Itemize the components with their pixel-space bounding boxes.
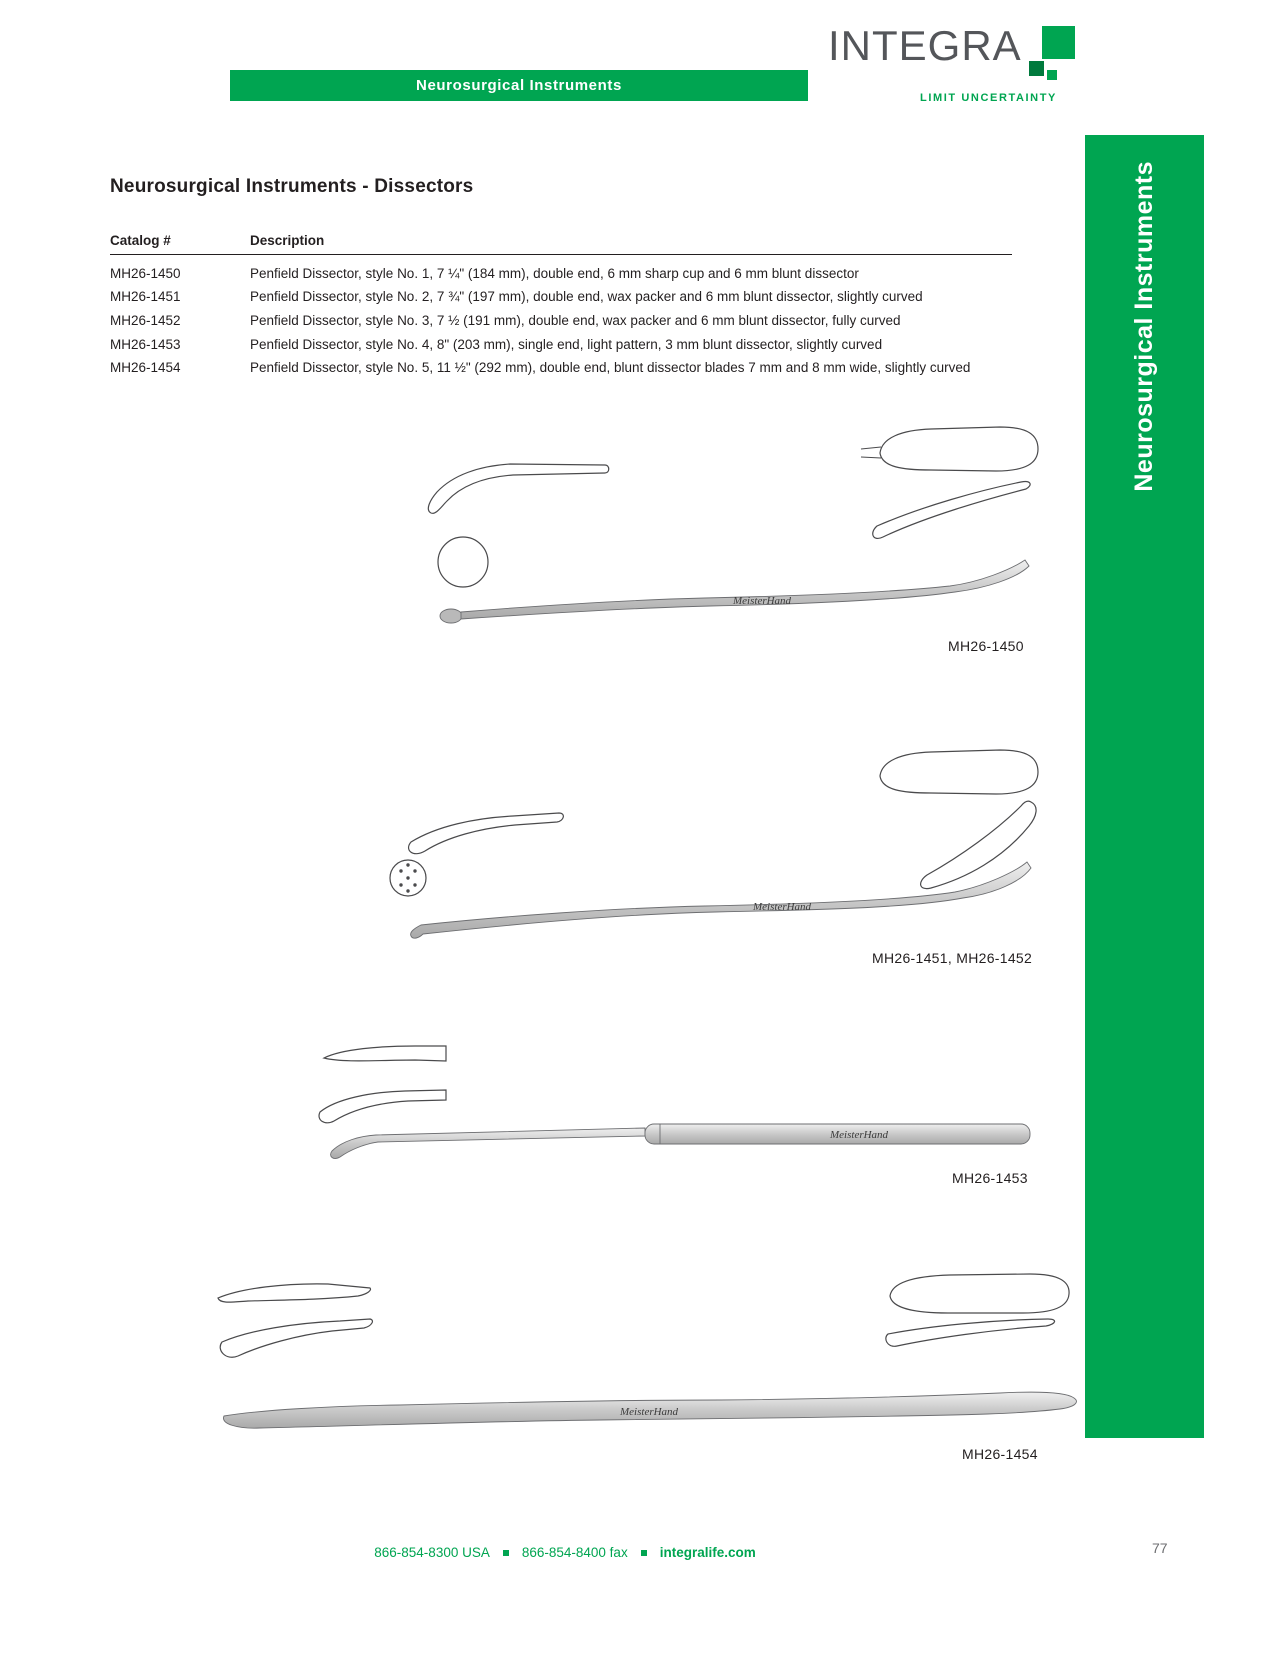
table-row (110, 281, 1012, 305)
footer-fax: 866-854-8400 fax (521, 1545, 628, 1560)
catalog-number: MH26-1450 (110, 265, 181, 281)
blade-side-view (873, 482, 1030, 539)
header-bar (230, 70, 808, 101)
instrument-illustration-1451 (375, 738, 1045, 948)
figure-label: MH26-1450 (948, 638, 1024, 654)
table-row (110, 352, 1012, 376)
product-description: Penfield Dissector, style No. 1, 7 ¼" (184 mm), double end, 6 mm sharp cup and 6 mm blunt dissector (250, 265, 859, 281)
product-table (110, 233, 1012, 375)
blade-plan-view (880, 427, 1038, 471)
brand-engraving: MeisterHand (620, 1406, 679, 1418)
description-column-header: Description (250, 233, 325, 248)
integra-logo (828, 22, 1078, 104)
footer (0, 1545, 1130, 1560)
figure-mh26-1451-1452 (375, 738, 1045, 948)
product-description: Penfield Dissector, style No. 5, 11 ½" (292 mm), double end, blunt dissector blades 7 mm and 8 mm wide, slightly curved (250, 360, 971, 376)
footer-website-link[interactable]: integralife.com (659, 1545, 756, 1560)
product-description: Penfield Dissector, style No. 2, 7 ¾" (197 mm), double end, wax packer and 6 mm blunt dissector, slightly curved (250, 289, 923, 305)
figure-mh26-1454 (200, 1268, 1090, 1448)
table-row (110, 304, 1012, 328)
header-title: Neurosurgical Instruments (416, 77, 622, 94)
instrument-shaft (331, 1128, 645, 1158)
product-description: Penfield Dissector, style No. 3, 7 ½ (191 mm), double end, wax packer and 6 mm blunt dissector, fully curved (250, 313, 901, 329)
catalog-number: MH26-1454 (110, 360, 181, 376)
instrument-illustration-1450 (375, 420, 1045, 635)
instrument-body (461, 560, 1029, 619)
logo-wordmark: INTEGRA (828, 22, 1022, 69)
catalog-number: MH26-1453 (110, 336, 181, 352)
table-row (110, 328, 1012, 352)
sidebar-section-label: Neurosurgical Instruments (1130, 161, 1158, 492)
blade-side-view-right (886, 1319, 1055, 1346)
catalog-column-header: Catalog # (110, 233, 171, 248)
table-body (110, 255, 1012, 375)
blade-plan-view (880, 750, 1038, 794)
table-header-row (110, 233, 1012, 255)
catalog-number: MH26-1452 (110, 313, 181, 329)
bullet-icon (641, 1550, 647, 1556)
brand-engraving: MeisterHand (753, 901, 812, 913)
table-row (110, 257, 1012, 281)
figure-label: MH26-1454 (962, 1446, 1038, 1462)
page-title: Neurosurgical Instruments - Dissectors (110, 176, 474, 197)
sharp-cup-tip (440, 609, 462, 623)
page-number: 77 (1152, 1540, 1168, 1556)
tip-detail-plan-view (324, 1046, 446, 1061)
brand-engraving: MeisterHand (733, 595, 792, 607)
logo-tagline: LIMIT UNCERTAINTY (920, 92, 1057, 104)
figure-label: MH26-1453 (952, 1170, 1028, 1186)
figure-mh26-1450 (375, 420, 1045, 635)
figure-label: MH26-1451, MH26-1452 (872, 950, 1033, 966)
wax-packer-detail (409, 813, 564, 854)
logo-squares-icon (1027, 26, 1077, 90)
instrument-illustration-1453 (300, 1032, 1040, 1172)
figure-mh26-1453 (300, 1032, 1040, 1172)
brand-engraving: MeisterHand (830, 1129, 889, 1141)
blade-side-view-left (220, 1319, 372, 1357)
tip-detail-side-view (319, 1090, 446, 1123)
product-description: Penfield Dissector, style No. 4, 8" (203 mm), single end, light pattern, 3 mm blunt dissector, slightly curved (250, 336, 883, 352)
blade-plan-view-right (890, 1274, 1069, 1313)
instrument-illustration-1454 (200, 1268, 1090, 1448)
tip-detail-side-view (428, 464, 608, 513)
footer-phone: 866-854-8300 USA (374, 1545, 490, 1560)
catalog-number: MH26-1451 (110, 289, 181, 305)
blade-plan-view-left (218, 1284, 371, 1302)
cup-end-view (438, 537, 488, 587)
bullet-icon (503, 1550, 509, 1556)
section-sidebar (1085, 135, 1204, 1438)
